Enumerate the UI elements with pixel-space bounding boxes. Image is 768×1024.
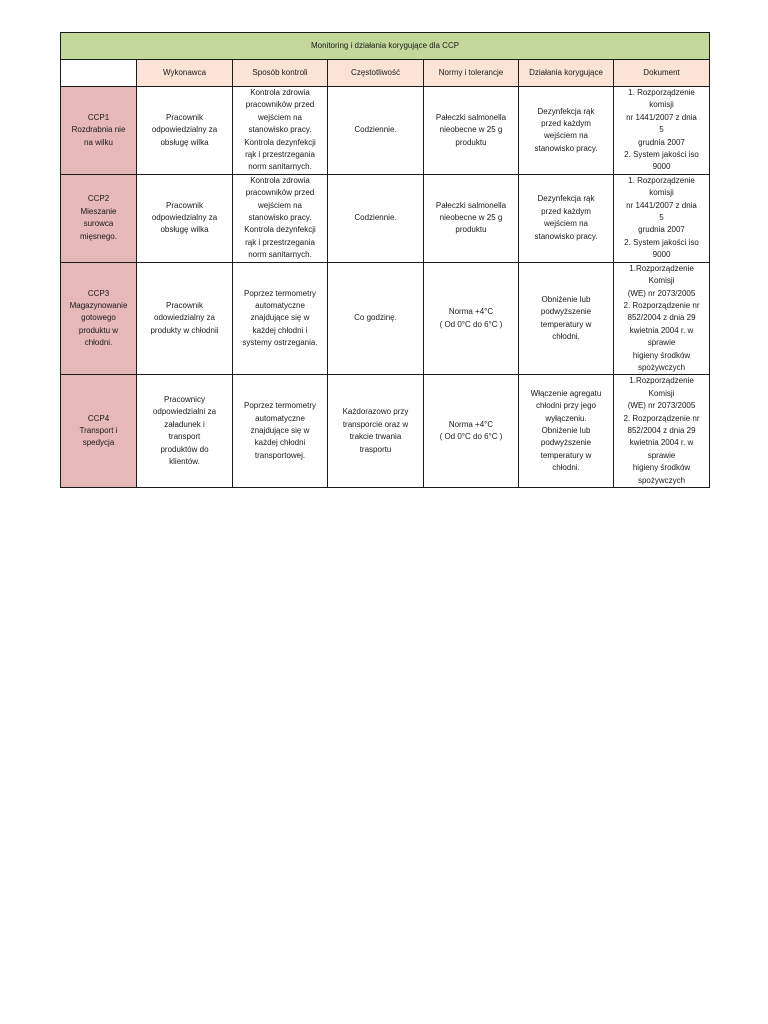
- sposob-kontroli-cell: [233, 87, 328, 175]
- cell-line: odpowiedzialny za: [151, 213, 218, 223]
- cell-line: temperatury w: [540, 319, 592, 329]
- cell-line: Magazynowanie: [69, 300, 128, 310]
- cell-line: (WE) nr 2073/2005: [627, 401, 696, 411]
- header-dzialania-korygujace: Działania korygujące: [519, 60, 614, 87]
- cell-line: wejściem na: [257, 200, 302, 210]
- cell-line: transporcie oraz w: [342, 419, 409, 429]
- normy-cell: [424, 174, 519, 262]
- cell-line: Włączenie agregatu: [530, 388, 602, 398]
- ccp-label-cell: [61, 174, 137, 262]
- cell-line: produktów do: [160, 444, 209, 454]
- cell-line: 5: [659, 125, 664, 135]
- cell-line: przed każdym: [541, 206, 591, 216]
- cell-line: Mieszanie: [80, 206, 117, 216]
- cell-line: Codziennie.: [354, 125, 397, 135]
- cell-line: CCP4: [87, 413, 110, 423]
- cell-line: transport: [168, 432, 201, 442]
- cell-line: Komisji: [648, 388, 675, 398]
- header-dokument: Dokument: [614, 60, 710, 87]
- czestotliwosc-cell: [328, 375, 424, 488]
- cell-line: odpowiedzialni za: [152, 407, 217, 417]
- cell-line: każdej chłodni: [254, 438, 306, 448]
- cell-line: nr 1441/2007 z dnia: [626, 200, 697, 210]
- cell-line: automatyczne: [255, 300, 305, 310]
- header-normy-i-tolerancje: Normy i tolerancje: [424, 60, 519, 87]
- cell-line: wejściem na: [543, 131, 588, 141]
- dzialania-korygujace-cell: [519, 262, 614, 375]
- dokument-cell: [614, 262, 710, 375]
- cell-line: grudnia 2007: [638, 137, 685, 147]
- cell-line: obsługę wilka: [160, 225, 209, 235]
- cell-line: produktu w: [78, 325, 119, 335]
- cell-line: Pracownik: [166, 300, 203, 310]
- cell-line: sprawie: [647, 338, 676, 348]
- cell-line: temperatury w: [540, 450, 592, 460]
- cell-line: Obniżenie lub: [541, 294, 591, 304]
- dzialania-korygujace-cell: [519, 174, 614, 262]
- cell-line: grudnia 2007: [638, 225, 685, 235]
- cell-line: Poprzez termometry: [243, 401, 317, 411]
- dzialania-korygujace-cell: [519, 87, 614, 175]
- cell-line: Co godzinę.: [354, 313, 397, 323]
- cell-line: Obniżenie lub: [541, 425, 591, 435]
- wykonawca-cell: [137, 174, 233, 262]
- cell-line: 2. Rozporządzenie nr: [623, 413, 700, 423]
- cell-line: stanowisko pracy.: [534, 231, 598, 241]
- cell-line: norm sanitarnych.: [248, 250, 312, 260]
- table-row: [61, 262, 710, 375]
- normy-cell: [424, 262, 519, 375]
- cell-line: chłodni.: [552, 331, 580, 341]
- cell-line: Pałeczki salmonella: [435, 200, 507, 210]
- sposob-kontroli-cell: [233, 262, 328, 375]
- ccp-label-cell: [61, 262, 137, 375]
- cell-line: gotowego: [81, 313, 116, 323]
- cell-line: Pałeczki salmonella: [435, 112, 507, 122]
- cell-line: wejściem na: [257, 112, 302, 122]
- cell-line: higieny środków: [632, 463, 691, 473]
- cell-line: systemy ostrzegania.: [242, 338, 318, 348]
- cell-line: ( Od 0°C do 6°C ): [439, 432, 503, 442]
- cell-line: Rozdrabnia nie: [71, 125, 126, 135]
- cell-line: 852/2004 z dnia 29: [627, 425, 696, 435]
- table-row: [61, 87, 710, 175]
- cell-line: 2. System jakości iso: [624, 237, 699, 247]
- cell-line: 1.Rozporządzenie: [629, 376, 694, 386]
- cell-line: trasportu: [359, 444, 392, 454]
- cell-line: rąk i przestrzegania: [245, 150, 315, 160]
- cell-line: Pracownik: [166, 112, 203, 122]
- cell-line: ( Od 0°C do 6°C ): [439, 319, 503, 329]
- normy-cell: [424, 375, 519, 488]
- cell-line: klientów.: [169, 456, 200, 466]
- cell-line: stanowisko pracy.: [248, 125, 312, 135]
- cell-line: na wilku: [84, 137, 113, 147]
- cell-line: 2. Rozporządzenie nr: [623, 300, 700, 310]
- cell-line: przed każdym: [541, 119, 591, 129]
- cell-line: Dezynfekcja rąk: [537, 194, 595, 204]
- cell-line: (WE) nr 2073/2005: [627, 288, 696, 298]
- cell-line: surowca: [83, 219, 114, 229]
- header-blank: [61, 60, 137, 87]
- cell-line: rąk i przestrzegania: [245, 237, 315, 247]
- czestotliwosc-cell: [328, 174, 424, 262]
- cell-line: 1. Rozporządzenie: [628, 88, 695, 97]
- czestotliwosc-cell: [328, 262, 424, 375]
- cell-line: Codziennie.: [354, 213, 397, 223]
- cell-line: norm sanitarnych.: [248, 162, 312, 172]
- cell-line: produkty w chłodnii: [150, 325, 219, 335]
- cell-line: wejściem na: [543, 219, 588, 229]
- cell-line: kwietnia 2004 r. w: [629, 438, 694, 448]
- cell-line: trakcie trwania: [349, 432, 402, 442]
- cell-line: spedycja: [82, 438, 115, 448]
- cell-line: podwyższenie: [540, 438, 592, 448]
- table-row: [61, 174, 710, 262]
- cell-line: spożywczych: [637, 362, 686, 372]
- cell-line: chłodni.: [84, 338, 113, 348]
- cell-line: Pracownik: [166, 200, 203, 210]
- wykonawca-cell: [137, 262, 233, 375]
- cell-line: higieny środków: [632, 350, 691, 360]
- cell-line: chłodni przy jego: [535, 401, 597, 411]
- cell-line: 1.Rozporządzenie: [629, 263, 694, 273]
- cell-line: 2. System jakości iso: [624, 150, 699, 160]
- cell-line: pracowników przed: [245, 100, 315, 110]
- cell-line: CCP2: [87, 194, 110, 204]
- sposob-kontroli-cell: [233, 174, 328, 262]
- cell-line: załadunek i: [164, 419, 205, 429]
- cell-line: 852/2004 z dnia 29: [627, 313, 696, 323]
- cell-line: nieobecne w 25 g: [439, 125, 503, 135]
- table-title: Monitoring i działania korygujące dla CCP: [61, 33, 710, 60]
- dokument-cell: [614, 174, 710, 262]
- cell-line: CCP3: [87, 288, 110, 298]
- czestotliwosc-cell: [328, 87, 424, 175]
- cell-line: transportowej.: [254, 450, 306, 460]
- cell-line: każdej chłodni i: [252, 325, 308, 335]
- wykonawca-cell: [137, 87, 233, 175]
- cell-line: 9000: [652, 250, 671, 260]
- table-row: [61, 375, 710, 488]
- dokument-cell: [614, 375, 710, 488]
- cell-line: CCP1: [87, 112, 110, 122]
- cell-line: 9000: [652, 162, 671, 172]
- normy-cell: [424, 87, 519, 175]
- dokument-cell: [614, 87, 710, 175]
- cell-line: Transport i: [79, 425, 118, 435]
- cell-line: odowiedzialny za: [154, 313, 215, 323]
- cell-line: stanowisko pracy.: [534, 143, 598, 153]
- cell-line: Norma +4°C: [448, 419, 494, 429]
- cell-line: spożywczych: [637, 475, 686, 485]
- ccp-label-cell: [61, 87, 137, 175]
- header-row: [61, 60, 710, 87]
- ccp-monitoring-table: [60, 32, 710, 488]
- cell-line: Kontrola dezynfekcji: [244, 137, 316, 147]
- cell-line: znajdujące się w: [250, 425, 310, 435]
- cell-line: mięsnego.: [80, 231, 117, 241]
- cell-line: znajdujące się w: [250, 313, 310, 323]
- cell-line: Każdorazowo przy: [342, 407, 409, 417]
- cell-line: Kontrola dezynfekcji: [244, 225, 316, 235]
- cell-line: produktu: [455, 137, 487, 147]
- cell-line: wyłączeniu.: [545, 413, 587, 423]
- ccp-label-cell: [61, 375, 137, 488]
- wykonawca-cell: [137, 375, 233, 488]
- cell-line: komisji: [649, 100, 674, 110]
- cell-line: pracowników przed: [245, 188, 315, 198]
- cell-line: komisji: [649, 188, 674, 198]
- cell-line: chłodni.: [552, 463, 580, 473]
- cell-line: nieobecne w 25 g: [439, 213, 503, 223]
- cell-line: Komisji: [648, 276, 675, 286]
- cell-line: Poprzez termometry: [243, 288, 317, 298]
- cell-line: Kontrola zdrowia: [250, 88, 310, 97]
- cell-line: automatyczne: [255, 413, 305, 423]
- cell-line: odpowiedzialny za: [151, 125, 218, 135]
- dzialania-korygujace-cell: [519, 375, 614, 488]
- cell-line: sprawie: [647, 450, 676, 460]
- cell-line: obsługę wilka: [160, 137, 209, 147]
- header-czestotliwosc: Częstotliwość: [328, 60, 424, 87]
- cell-line: Dezynfekcja rąk: [537, 106, 595, 116]
- cell-line: Pracownicy: [164, 394, 205, 404]
- cell-line: stanowisko pracy.: [248, 213, 312, 223]
- cell-line: 1. Rozporządzenie: [628, 175, 695, 185]
- cell-line: podwyższenie: [540, 307, 592, 317]
- cell-line: produktu: [455, 225, 487, 235]
- cell-line: Kontrola zdrowia: [250, 175, 310, 185]
- cell-line: Norma +4°C: [448, 307, 494, 317]
- header-wykonawca: Wykonawca: [137, 60, 233, 87]
- cell-line: 5: [659, 213, 664, 223]
- sposob-kontroli-cell: [233, 375, 328, 488]
- cell-line: kwietnia 2004 r. w: [629, 325, 694, 335]
- cell-line: nr 1441/2007 z dnia: [626, 112, 697, 122]
- header-sposob-kontroli: Sposób kontroli: [233, 60, 328, 87]
